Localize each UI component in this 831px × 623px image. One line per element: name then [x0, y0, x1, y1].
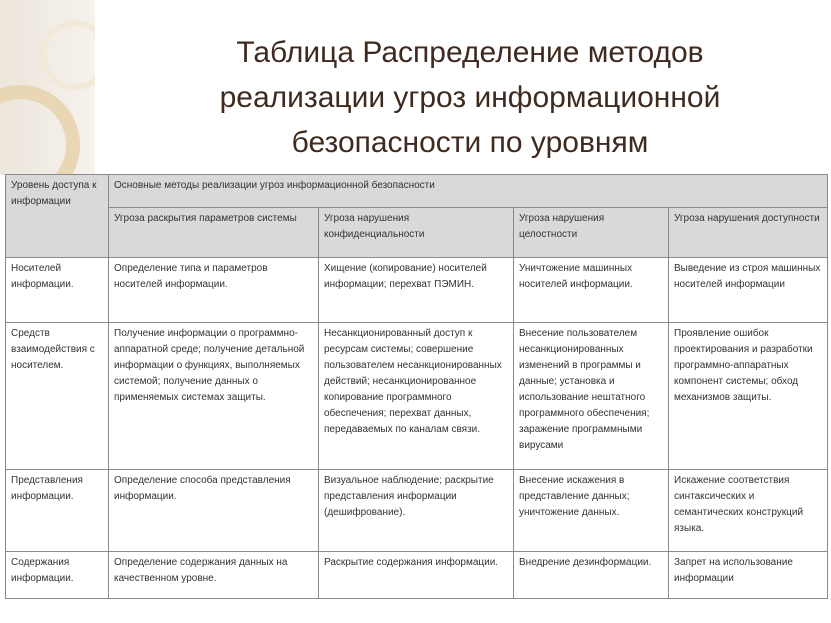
column-header: Угроза нарушения целостности [514, 208, 669, 258]
table-cell: Проявление ошибок проектирования и разработки программно-аппаратных компонент системы; обход механизмов защиты. [669, 323, 828, 470]
title-line: безопасности по уровням [291, 126, 649, 159]
table-row [6, 323, 828, 470]
row-level: Содержания информации. [6, 552, 109, 599]
row-level: Представления информации. [6, 470, 109, 552]
table-cell: Внесение пользователем несанкционированных изменений в программы и данные; установка и использование нештатного программного обеспечения; заражение программными вирусами [514, 323, 669, 470]
table-cell: Внесение искажения в представление данных; уничтожение данных. [514, 470, 669, 552]
decorative-ring [40, 20, 95, 90]
table-cell: Запрет на использование информации [669, 552, 828, 599]
table-cell: Визуальное наблюдение; раскрытие представления информации (дешифрование). [319, 470, 514, 552]
corner-header: Уровень доступа к информации [6, 175, 109, 258]
row-level: Носителей информации. [6, 258, 109, 323]
table-cell: Хищение (копирование) носителей информации; перехват ПЭМИН. [319, 258, 514, 323]
table-cell: Определение содержания данных на качественном уровне. [109, 552, 319, 599]
group-header: Основные методы реализации угроз информационной безопасности [109, 175, 828, 208]
table-cell: Получение информации о программно-аппаратной среде; получение детальной информации о функциях, выполняемых системой; получение данных о применяемых системах защиты. [109, 323, 319, 470]
table-cell: Уничтожение машинных носителей информации. [514, 258, 669, 323]
table-row [6, 552, 828, 599]
decorative-ring [0, 85, 80, 175]
table-subheader-row [6, 208, 828, 258]
table-cell: Раскрытие содержания информации. [319, 552, 514, 599]
column-header: Угроза нарушения доступности [669, 208, 828, 258]
column-header: Угроза нарушения конфиденциальности [319, 208, 514, 258]
slide-title [110, 30, 830, 165]
decorative-background [0, 0, 95, 175]
threat-methods-table [5, 174, 828, 599]
table-row [6, 470, 828, 552]
table-cell: Определение типа и параметров носителей информации. [109, 258, 319, 323]
table-cell: Выведение из строя машинных носителей информации [669, 258, 828, 323]
title-line: Таблица Распределение методов [236, 36, 704, 69]
title-line: реализации угроз информационной [219, 81, 721, 114]
table-header-row [6, 175, 828, 208]
table-cell: Определение способа представления информации. [109, 470, 319, 552]
table-cell: Искажение соответствия синтаксических и семантических конструкций языка. [669, 470, 828, 552]
table-cell: Несанкционированный доступ к ресурсам системы; совершение пользователем несанкционированных действий; несанкционированное копирование программного обеспечения; перехват данных, передаваемых по каналам связи. [319, 323, 514, 470]
column-header: Угроза раскрытия параметров системы [109, 208, 319, 258]
table-row [6, 258, 828, 323]
row-level: Средств взаимодействия с носителем. [6, 323, 109, 470]
table-cell: Внедрение дезинформации. [514, 552, 669, 599]
